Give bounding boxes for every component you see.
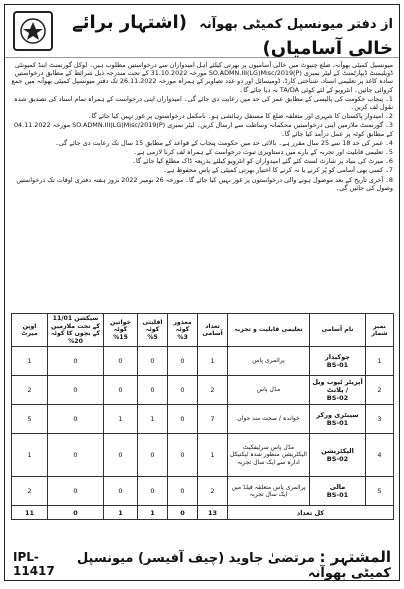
intro-paragraph: میونسپل کمیٹی بھوآنہ، ضلع چنیوٹ میں خالی آسامیوں پر بھرتی کیلئے اہل امیدواران سے درخواستیں مطلوب ہیں۔ لوکل گورنمنٹ اینڈ کمیونٹی ڈویلپمنٹ ڈیپارٹمنٹ کے لیٹر نمبری SO.ADMN.III(LG)Misc/2019(P) مورخہ 31.10.2022 کے تحت مندرجہ ذیل شرائط کے مطابق درخواستیں سادہ کاغذ پر تعلیمی اسناد، شناختی کارڈ، ڈومیسائل اور دو عدد تصاویر کے ہمراہ مورخہ 26.11.2022 تک دفتر میونسپل کمیٹی بھوآنہ میں جمع کروائی جائیں۔ انٹرویو کے لئے کوئی TA/DA نہ دیا جائے گا۔ bbox=[11, 61, 393, 94]
open-merit-cell: 11 bbox=[12, 506, 48, 520]
col-header: تعلیمی قابلیت و تجربہ bbox=[228, 314, 310, 347]
open-merit-cell: 2 bbox=[12, 477, 48, 506]
open-merit-cell: 1 bbox=[12, 347, 48, 376]
qualification-cell: پرائمری پاس bbox=[228, 347, 310, 376]
total-cell: 2 bbox=[198, 376, 228, 405]
sr-cell: 4 bbox=[366, 434, 394, 477]
ipl-reference: IPL-11417 bbox=[13, 550, 55, 578]
signer-block bbox=[67, 548, 391, 581]
post-name: آپریٹر ٹیوب ویل / پلانٹ bbox=[312, 378, 363, 394]
office-name: از دفتر میونسپل کمیٹی بھوآنہ bbox=[199, 17, 393, 32]
total-cell: 1 bbox=[198, 434, 228, 477]
total-label: کل تعداد bbox=[228, 506, 394, 520]
table-header-row bbox=[12, 314, 394, 347]
disabled-quota-cell: 0 bbox=[168, 347, 198, 376]
minority-quota-cell: 0 bbox=[138, 434, 168, 477]
bps-code: BS-02 bbox=[326, 394, 349, 402]
advertisement-page bbox=[4, 4, 400, 581]
post-cell bbox=[310, 376, 366, 405]
minority-quota-cell: 0 bbox=[138, 477, 168, 506]
vacancies-table bbox=[11, 313, 394, 520]
employees-children-quota-cell: 0 bbox=[48, 434, 104, 477]
women-quota-cell: 0 bbox=[104, 477, 138, 506]
advert-body bbox=[5, 58, 399, 311]
women-quota-cell: 1 bbox=[104, 405, 138, 434]
table-total-row bbox=[12, 506, 394, 520]
table-row bbox=[12, 477, 394, 506]
term-item: 5۔ تعلیمی قابلیت اور تجربہ کے بارے میں دستاویزی ثبوت درخواست کے ہمراہ لف کرنا لازمی ہے۔ bbox=[133, 148, 393, 157]
qualification-cell: خواندہ / صحت مند جوان bbox=[228, 405, 310, 434]
signer-name: مرتضیٰ جاوید (چیف آفیسر) میونسپل کمیٹی بھوآنہ bbox=[76, 550, 391, 581]
term-item: 6۔ میرٹ کی بنیاد پر شارٹ لسٹ کئے گئے امیدواران کو انٹرویو کیلئے بذریعہ ڈاک مطلع کیا جائے گا۔ bbox=[132, 157, 393, 166]
disabled-quota-cell: 0 bbox=[168, 506, 198, 520]
bps-code: BS-01 bbox=[326, 361, 349, 369]
advert-footer bbox=[5, 548, 399, 580]
term-item: 3۔ گورنمنٹ ملازمین اپنی درخواستیں محکمانہ وساطت سے ارسال کریں۔ لیٹر نمبری SO.ADMN.III(LG)Misc/2019(P) مورخہ 04.11.2022 کے مطابق کوٹہ پر عمل درآمد کیا جائے گا۔ bbox=[13, 121, 393, 138]
table-row bbox=[12, 434, 394, 477]
women-quota-cell: 1 bbox=[104, 506, 138, 520]
sr-cell: 3 bbox=[366, 405, 394, 434]
page-title bbox=[57, 11, 393, 61]
disabled-quota-cell: 0 bbox=[168, 376, 198, 405]
post-cell bbox=[310, 405, 366, 434]
term-item: 7۔ کسی بھی آسامی کو پُر کرنے یا نہ کرنے کا اختیار بھرتی کمیٹی کے پاس محفوظ ہے۔ bbox=[163, 166, 393, 175]
total-cell: 1 bbox=[198, 347, 228, 376]
term-item: 1۔ پنجاب حکومت کی پالیسی کے مطابق عمر کی حد میں رعایت دی جائے گی۔ امیدواران اپنی درخواست کے ہمراہ تمام اسناد کی تصدیق شدہ نقول لف کریں۔ bbox=[14, 94, 393, 112]
col-header: سیکشن 11/01 کے تحت ملازمین کے بچوں کا کوٹہ 20% bbox=[48, 314, 104, 347]
sr-cell: 5 bbox=[366, 477, 394, 506]
disabled-quota-cell: 0 bbox=[168, 434, 198, 477]
open-merit-cell: 2 bbox=[12, 376, 48, 405]
total-cell: 7 bbox=[198, 405, 228, 434]
employees-children-quota-cell: 0 bbox=[48, 506, 104, 520]
table-row bbox=[12, 347, 394, 376]
bps-code: BS-01 bbox=[326, 419, 349, 427]
minority-quota-cell: 1 bbox=[138, 506, 168, 520]
qualification-cell: مڈل پاس bbox=[228, 376, 310, 405]
col-header: اقلیتی کوٹہ 5% bbox=[138, 314, 168, 347]
sr-cell: 1 bbox=[366, 347, 394, 376]
disabled-quota-cell: 0 bbox=[168, 405, 198, 434]
term-item: 4۔ عمر کی حد 18 سے 25 سال مقرر ہے۔ بالائی حد میں حکومت پنجاب کے قواعد کے مطابق 15 سال تک رعایت دی جائے گی۔ bbox=[55, 138, 393, 147]
open-merit-cell: 1 bbox=[12, 434, 48, 477]
post-name: الیکٹریشن bbox=[321, 447, 354, 455]
bps-code: BS-02 bbox=[326, 455, 349, 463]
post-cell bbox=[310, 434, 366, 477]
post-cell bbox=[310, 347, 366, 376]
government-seal-icon bbox=[13, 11, 53, 51]
col-header: نمبر شمار bbox=[366, 314, 394, 347]
employees-children-quota-cell: 0 bbox=[48, 347, 104, 376]
disabled-quota-cell: 0 bbox=[168, 477, 198, 506]
women-quota-cell: 0 bbox=[104, 347, 138, 376]
minority-quota-cell: 0 bbox=[138, 347, 168, 376]
open-merit-cell: 5 bbox=[12, 405, 48, 434]
col-header: معذور کوٹہ 3% bbox=[168, 314, 198, 347]
col-header: خواتین کوٹہ 15% bbox=[104, 314, 138, 347]
col-header: تعداد آسامی bbox=[198, 314, 228, 347]
women-quota-cell: 0 bbox=[104, 376, 138, 405]
post-name: مالی bbox=[329, 483, 346, 491]
women-quota-cell: 0 bbox=[104, 434, 138, 477]
post-name: سینٹری ورکر bbox=[316, 411, 359, 419]
signer-label: المشتہر : bbox=[319, 547, 391, 566]
employees-children-quota-cell: 0 bbox=[48, 477, 104, 506]
term-item: 8۔ آخری تاریخ کے بعد موصول ہونے والی درخواستوں پر غور نہیں کیا جائے گا۔ مورخہ 26 نومبر 2022 بروز ہفتہ دفتری اوقات تک درخواستیں وصول کی جائیں گی۔ bbox=[16, 175, 393, 192]
minority-quota-cell: 0 bbox=[138, 376, 168, 405]
col-header: نام آسامی bbox=[310, 314, 366, 347]
post-name: چوکیدار bbox=[325, 353, 350, 361]
sr-cell: 2 bbox=[366, 376, 394, 405]
advert-title: (اشتہار برائے خالی آسامیاں) bbox=[72, 12, 393, 59]
table-row bbox=[12, 376, 394, 405]
bps-code: BS-01 bbox=[326, 491, 349, 499]
total-cell: 2 bbox=[198, 477, 228, 506]
table-row bbox=[12, 405, 394, 434]
qualification-cell: پرائمری پاس متعلقہ فیلڈ میں ایک سال تجربہ bbox=[228, 477, 310, 506]
total-cell: 13 bbox=[198, 506, 228, 520]
term-item: 2۔ امیدوار پاکستان کا شہری اور متعلقہ ضلع کا مستقل رہائشی ہو۔ نامکمل درخواستوں پر غور نہیں کیا جائے گا۔ bbox=[87, 112, 393, 121]
minority-quota-cell: 1 bbox=[138, 405, 168, 434]
employees-children-quota-cell: 0 bbox=[48, 405, 104, 434]
advert-header bbox=[5, 5, 399, 58]
col-header: اوپن میرٹ bbox=[12, 314, 48, 347]
qualification-cell: مڈل پاس سرٹیفکیٹ الیکٹریشن منظور شدہ ٹیکنیکل ادارہ سے ایک سال تجربہ bbox=[228, 434, 310, 477]
post-cell bbox=[310, 477, 366, 506]
employees-children-quota-cell: 0 bbox=[48, 376, 104, 405]
